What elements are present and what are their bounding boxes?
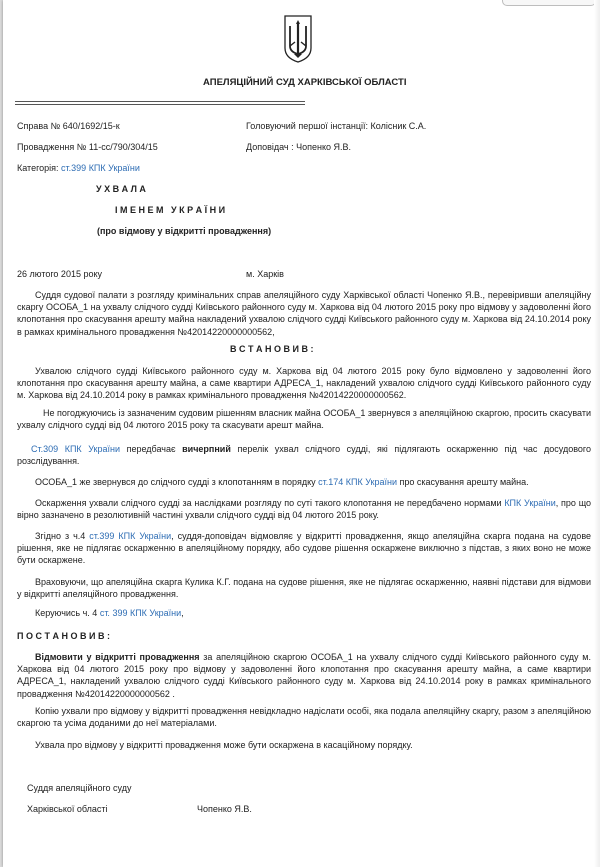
category-prefix: Категорія: [17, 163, 62, 173]
signature-region: Харківської області [27, 804, 108, 814]
paragraph-1: Ухвалою слідчого судді Київського районного суду м. Харкова від 04 лютого 2015 року було відмовлено у задоволенні його клопотання про скасування арешту майна, а саме квартири АДРЕСА_1, накладений ухвалою слідчого судді Київського районного суду м. Харкова від 24.10.2014 року в рамках кримінального провадження №42014220000000562. [17, 366, 591, 401]
intro-paragraph: Суддя судової палати з розгляду кримінальних справ апеляційного суду Харківської області Чопенко Я.В., перевіривши апеляційну скаргу ОСОБА_1 на ухвалу слідчого судді Київського районного суду м. Харкова від 04 лютого 2015 року про відмову у задоволенні його клопотання про скасування арешту майна накладений ухвалою слідчого судді Київського районного суду м. Харкова від 24.10.2014 року в рамках кримінального провадження №42014220000000562, [17, 290, 591, 337]
paragraph-6: Згідно з ч.4 ст.399 КПК України, суддя-доповідач відмовляє у відкритті провадження, якщо апеляційна скарга подана на судове рішення, яке не підлягає оскарженню в апеляційному порядку, або судове рішення оскаржене виключно з підстав, з яких воно не може бути оскаржене. [17, 531, 591, 566]
case-number: Справа № 640/1692/15-к [17, 121, 120, 131]
ruling-date: 26 лютого 2015 року [17, 269, 103, 279]
reporter-judge: Доповідач : Чопенко Я.В. [246, 142, 352, 152]
court-title: АПЕЛЯЦІЙНИЙ СУД ХАРКІВСЬКОЇ ОБЛАСТІ [203, 77, 407, 88]
toolbar-tab[interactable] [502, 0, 595, 6]
separator-line [15, 104, 305, 105]
signature-judge-title: Суддя апеляційного суду [27, 783, 132, 793]
in-name-heading: І М Е Н Е М У К Р А Ї Н И [115, 205, 226, 215]
guided-by-line: Керуючись ч. 4 ст. 399 КПК України, [35, 608, 184, 618]
paragraph-4: ОСОБА_1 же звернувся до слідчого судді з клопотанням в порядку ст.174 КПК України про скасування арешту майна. [35, 477, 529, 487]
ruling-heading: У Х В А Л А [96, 184, 146, 194]
category-link[interactable]: ст.399 КПК України [61, 163, 140, 173]
resolution-1: Відмовити у відкритті провадження за апеляційною скаргою ОСОБА_1 на ухвалу слідчого судді Київського районного суду м. Харкова від 04 лютого 2015 року про відмову у задоволенні його клопотання про скасування арешту майна, а саме квартири АДРЕСА_1, накладений ухвалою слідчого судді Київського районного суду м. Харкова від 24.10.2014 року в рамках кримінального провадження №42014220000000562 . [17, 652, 591, 699]
paragraph-7: Враховуючи, що апеляційна скарга Кулика К.Г. подана на судове рішення, яке не підлягає оскарженню, наявні підстави для відмови у відкритті апеляційного провадження. [17, 577, 591, 600]
article-309-link[interactable]: Ст.309 КПК України [31, 444, 120, 454]
established-heading: В С Т А Н О В И В : [230, 344, 314, 354]
article-174-link[interactable]: ст.174 КПК України [318, 477, 397, 487]
signature-name: Чопенко Я.В. [197, 804, 252, 814]
guided-article-399-link[interactable]: ст. 399 КПК України [99, 608, 182, 618]
paragraph-5: Оскарження ухвали слідчого судді за наслідками розгляду по суті такого клопотання не передбачено нормами КПК України, про що вірно зазначено в резолютивній частині ухвали слідчого судді від 04 лютого 2015 року. [17, 498, 592, 521]
paragraph-2: Не погоджуючись із зазначеним судовим рішенням власник майна ОСОБА_1 звернувся з апеляційною скаргою, просить скасувати ухвалу слідчого судді від 04 лютого 2015 року та скасувати арешт майна. [17, 408, 591, 431]
paragraph-3: Ст.309 КПК України передбачає вичерпний перелік ухвал слідчого судді, які підлягають оскарженню під час досудового розслідування. [17, 444, 591, 467]
presiding-judge: Головуючий першої інстанції: Колісник С.А. [246, 121, 427, 131]
category-line [17, 162, 140, 174]
resolution-2: Копію ухвали про відмову у відкритті провадження невідкладно надіслати особі, яка подала апеляційну скаргу, разом з апеляційною скаргою та усіма доданими до неї матеріалами. [17, 706, 591, 729]
refuse-opening-phrase: Відмовити у відкритті провадження [35, 652, 200, 662]
kpk-link[interactable]: КПК України [504, 498, 556, 508]
exhaustive-word: вичерпний [182, 444, 231, 454]
separator-line [15, 101, 305, 102]
proceeding-number: Провадження № 11-сс/790/304/15 [17, 142, 158, 152]
resolution-3: Ухвала про відмову у відкритті провадження може бути оскаржена в касаційному порядку. [35, 740, 413, 750]
page-edge [594, 0, 600, 867]
trident-emblem-icon [282, 14, 314, 64]
resolved-heading: П О С Т А Н О В И В : [17, 631, 110, 641]
document-page [3, 0, 595, 867]
ruling-city: м. Харків [246, 269, 284, 279]
ruling-subject: (про відмову у відкритті провадження) [97, 226, 272, 236]
article-399-link[interactable]: ст.399 КПК України [89, 531, 172, 541]
